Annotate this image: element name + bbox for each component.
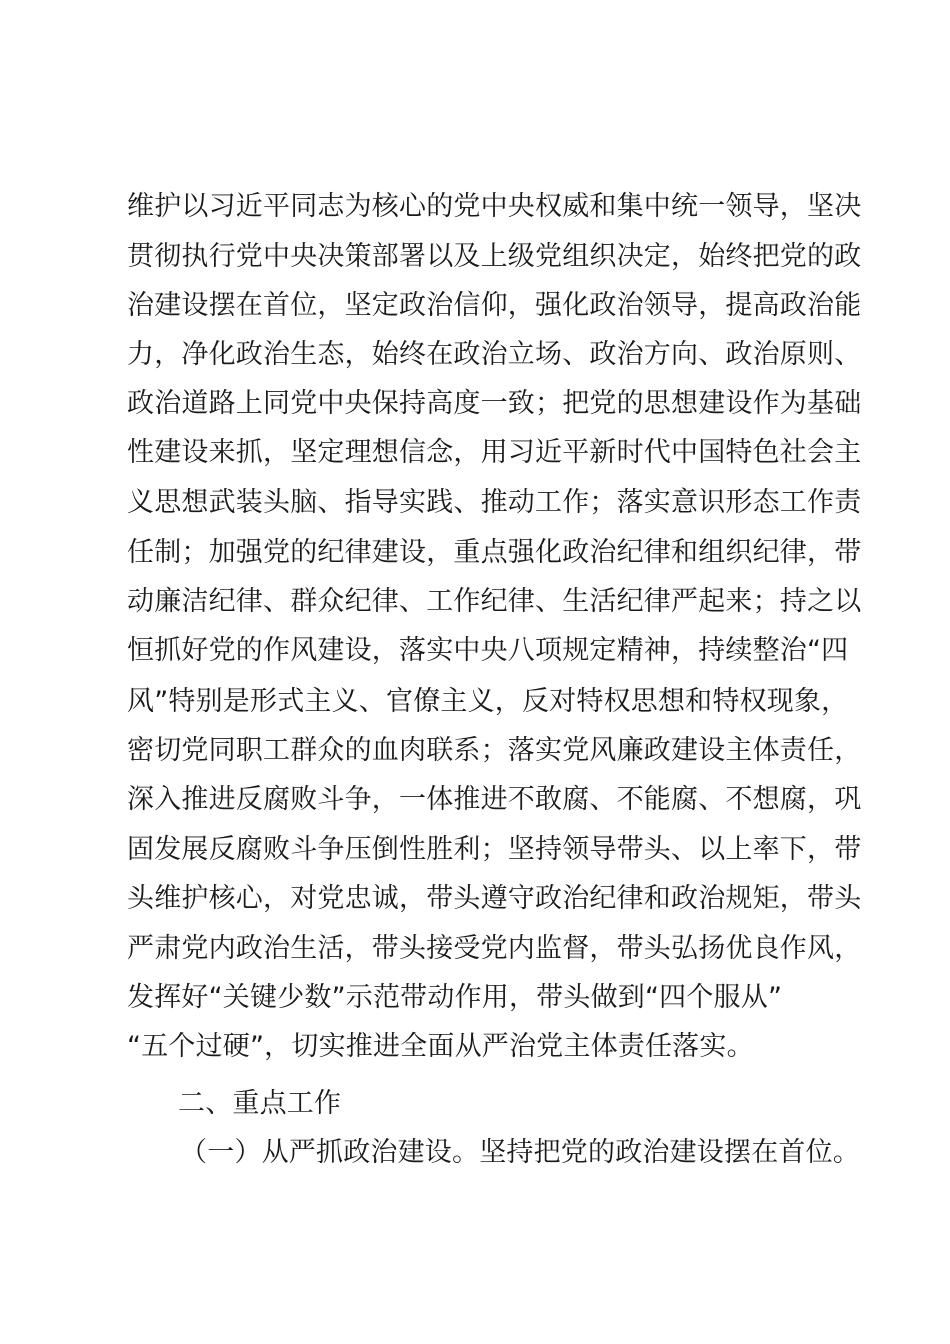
body-text-line: 固发展反腐败斗争压倒性胜利；坚持领导带头、以上率下，带 [127,834,862,865]
body-text-line: 治建设摆在首位，坚定政治信仰，强化政治领导，提高政治能 [127,290,862,321]
body-text-line: 动廉洁纪律、群众纪律、工作纪律、生活纪律严起来；持之以 [127,586,862,617]
subsection-heading: （一）从严抓政治建设。坚持把党的政治建设摆在首位。 [180,1137,860,1168]
body-text-line: 任制；加强党的纪律建设，重点强化政治纪律和组织纪律，带 [127,537,862,568]
body-text-line: 政治道路上同党中央保持高度一致；把党的思想建设作为基础 [127,388,862,419]
body-text-line: “五个过硬”，切实推进全面从严治党主体责任落实。 [127,1031,754,1062]
body-text-line: 深入推进反腐败斗争，一体推进不敢腐、不能腐、不想腐，巩 [127,784,862,815]
body-text-line: 力，净化政治生态，始终在政治立场、政治方向、政治原则、 [127,339,862,370]
body-text-line: 维护以习近平同志为核心的党中央权威和集中统一领导，坚决 [127,191,862,222]
body-text-line: 性建设来抓，坚定理想信念，用习近平新时代中国特色社会主 [127,437,862,468]
section-heading: 二、重点工作 [178,1088,342,1119]
body-text-line: 头维护核心，对党忠诚，带头遵守政治纪律和政治规矩，带头 [127,883,862,914]
body-text-line: 贯彻执行党中央决策部署以及上级党组织决定，始终把党的政 [127,241,862,272]
body-text-line: 严肃党内政治生活，带头接受党内监督，带头弘扬优良作风， [127,933,862,964]
body-text-line: 风”特别是形式主义、官僚主义，反对特权思想和特权现象， [127,686,849,717]
body-text-line: 恒抓好党的作风建设，落实中央八项规定精神，持续整治“四 [127,635,849,666]
body-text-line: 义思想武装头脑、指导实践、推动工作；落实意识形态工作责 [127,487,862,518]
body-text-line: 发挥好“关键少数”示范带动作用，带头做到“四个服从” [127,982,783,1013]
body-text-line: 密切党同职工群众的血肉联系；落实党风廉政建设主体责任， [127,735,862,766]
